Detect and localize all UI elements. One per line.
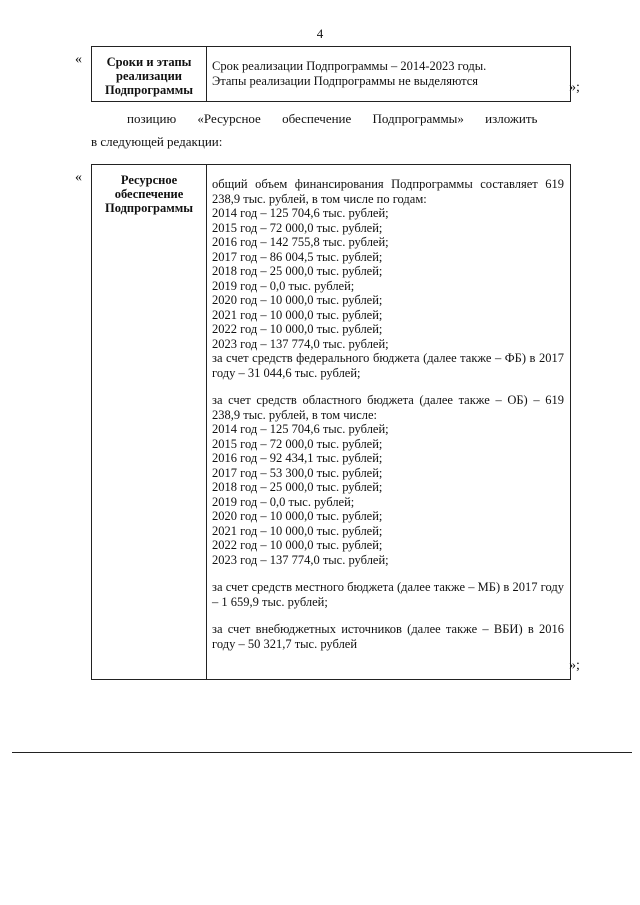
total-year-line: 2020 год – 10 000,0 тыс. рублей;	[212, 293, 383, 307]
regional-year-line: 2020 год – 10 000,0 тыс. рублей;	[212, 509, 383, 523]
intro-line-2: в следующей редакции:	[91, 134, 223, 149]
total-year-line: 2018 год – 25 000,0 тыс. рублей;	[212, 264, 383, 278]
total-year-line: 2016 год – 142 755,8 тыс. рублей;	[212, 235, 389, 249]
total-year-line: 2021 год – 10 000,0 тыс. рублей;	[212, 307, 383, 322]
regional-year-line: 2018 год – 25 000,0 тыс. рублей;	[212, 480, 383, 494]
total-year-line: 2022 год – 10 000,0 тыс. рублей;	[212, 322, 383, 336]
page-number: 4	[316, 26, 324, 41]
total-year-line: 2017 год – 86 004,5 тыс. рублей;	[212, 249, 383, 264]
deadlines-table	[91, 46, 571, 102]
deadlines-line-2: Этапы реализации Подпрограммы не выделяются	[212, 73, 479, 88]
total-year-line: 2015 год – 72 000,0 тыс. рублей;	[212, 220, 383, 235]
opening-quote: «	[75, 170, 82, 185]
regional-year-line: 2022 год – 10 000,0 тыс. рублей;	[212, 538, 383, 552]
total-years-list	[212, 206, 564, 351]
total-year-line: 2019 год – 0,0 тыс. рублей;	[212, 278, 355, 293]
deadlines-line-1: Срок реализации Подпрограммы – 2014-2023 годы.	[212, 59, 487, 73]
extrabudgetary-text: за счет внебюджетных источников (далее также – ВБИ) в 2016 году – 50 321,7 тыс. рублей	[212, 622, 564, 651]
closing-quote: »;	[569, 658, 580, 673]
regional-year-line: 2021 год – 10 000,0 тыс. рублей;	[212, 523, 383, 538]
regional-years-list	[212, 422, 564, 567]
regional-year-line: 2015 год – 72 000,0 тыс. рублей;	[212, 436, 383, 451]
local-budget-text: за счет средств местного бюджета (далее также – МБ) в 2017 году – 1 659,9 тыс. рублей;	[212, 580, 564, 609]
regional-year-line: 2019 год – 0,0 тыс. рублей;	[212, 494, 355, 509]
regional-year-line: 2017 год – 53 300,0 тыс. рублей;	[212, 465, 383, 480]
closing-quote: »;	[569, 80, 580, 95]
resources-content	[207, 165, 570, 679]
regional-year-line: 2014 год – 125 704,6 тыс. рублей;	[212, 422, 389, 436]
deadlines-label: Сроки и этапы реализации Подпрограммы	[92, 47, 207, 101]
regional-year-line: 2023 год – 137 774,0 тыс. рублей;	[212, 552, 389, 567]
regional-budget-intro: за счет средств областного бюджета (далее также – ОБ) – 619 238,9 тыс. рублей, в том числе:	[212, 393, 564, 422]
total-year-line: 2023 год – 137 774,0 тыс. рублей;	[212, 336, 389, 351]
federal-budget-text: за счет средств федерального бюджета (далее также – ФБ) в 2017 году – 31 044,6 тыс. рублей;	[212, 351, 564, 380]
footer-divider	[12, 752, 632, 753]
deadlines-content	[207, 47, 570, 101]
resources-label: Ресурсное обеспечение Подпрограммы	[92, 165, 207, 679]
resources-table	[91, 164, 571, 680]
total-intro: общий объем финансирования Подпрограммы составляет 619 238,9 тыс. рублей, в том числе по годам:	[212, 177, 564, 206]
total-year-line: 2014 год – 125 704,6 тыс. рублей;	[212, 206, 389, 220]
intro-line-1: позицию «Ресурсное обеспечение Подпрограммы» изложить	[127, 111, 538, 126]
regional-year-line: 2016 год – 92 434,1 тыс. рублей;	[212, 451, 383, 465]
opening-quote: «	[75, 52, 82, 67]
